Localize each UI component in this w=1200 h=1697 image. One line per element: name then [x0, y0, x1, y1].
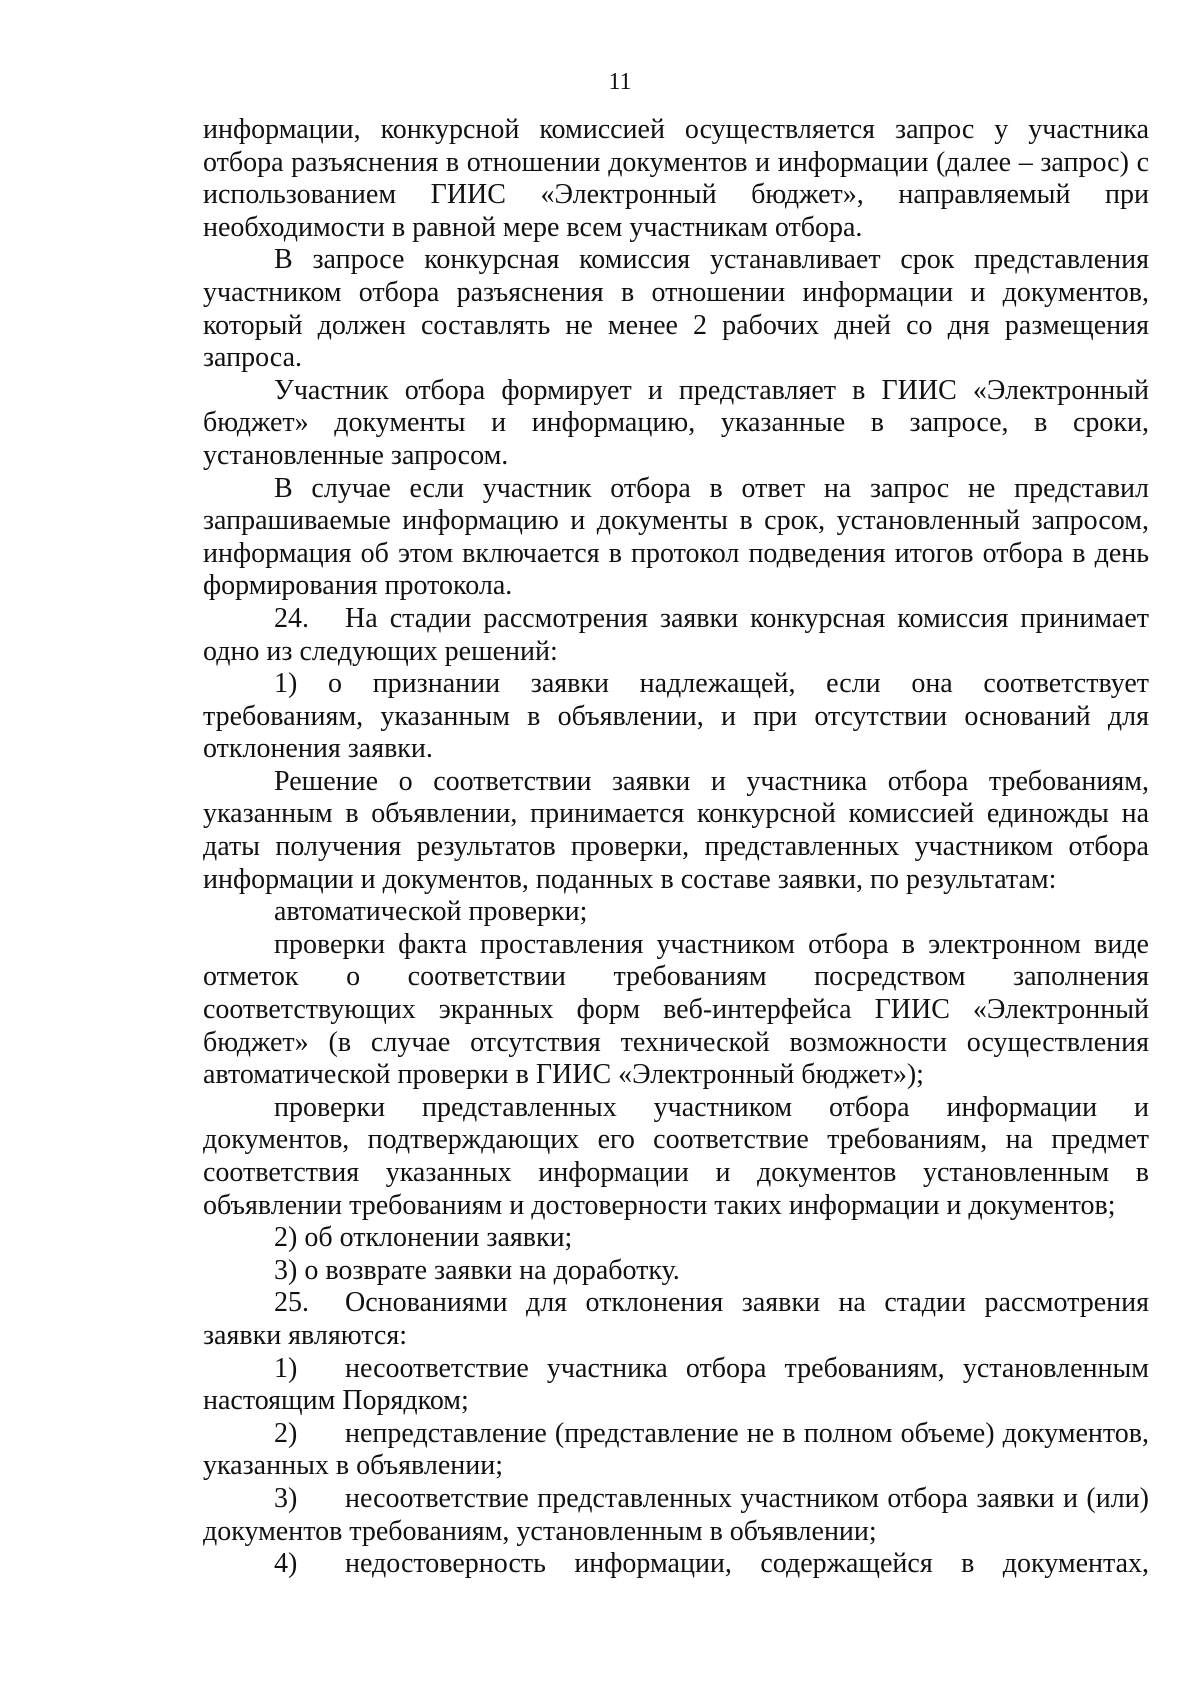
clause-text: Основаниями для отклонения заявки на стадии рассмотрения заявки являются: [203, 1287, 1149, 1351]
clause-24 [203, 603, 1149, 668]
paragraph: автоматической проверки; [274, 896, 588, 928]
paragraph: В запросе конкурсная комиссия устанавливает срок представления участником отбора разъяснения в отношении информации и документов, который должен составлять не менее 2 рабочих дней со дня размещения запроса. [203, 244, 1149, 374]
list-item-text: несоответствие участника отбора требованиям, установленным настоящим Порядком; [203, 1352, 1149, 1417]
clause-number: 24. [274, 602, 309, 634]
paragraph: В случае если участник отбора в ответ на запрос не представил запрашиваемые информацию и документы в срок, установленный запросом, информация об этом включается в протокол подведения итогов отбора в день формирования протокола. [203, 472, 1149, 602]
list-item-text: непредставление (представление не в полном объеме) документов, указанных в объявлении; [203, 1417, 1149, 1482]
paragraph: 2) об отклонении заявки; [274, 1222, 573, 1254]
list-item-number: 1) [274, 1352, 298, 1384]
paragraph: 3) о возврате заявки на доработку. [274, 1254, 680, 1286]
list-item-number: 3) [274, 1482, 298, 1514]
list-item-number: 2) [274, 1417, 298, 1449]
paragraph: проверки факта проставления участником отбора в электронном виде отметок о соответствии требованиям посредством заполнения соответствующих экранных форм веб-интерфейса ГИИС «Электронный бюджет» (в случае отсутствия технической возможности осуществления автоматической проверки в ГИИС «Электронный бюджет»); [203, 928, 1149, 1091]
clause-25 [203, 1287, 1149, 1352]
paragraph: информации, конкурсной комиссией осуществляется запрос у участника отбора разъяснения в отношении документов и информации (далее – запрос) с использованием ГИИС «Электронный бюджет», направляемый при необходимости в равной мере всем участникам отбора. [203, 114, 1149, 243]
clause-text: На стадии рассмотрения заявки конкурсная комиссия принимает одно из следующих решений: [203, 602, 1149, 667]
paragraph: проверки представленных участником отбора информации и документов, подтверждающих его соответствие требованиям, на предмет соответствия указанных информации и документов установленным в объявлении требованиям и достоверности таких информации и документов; [203, 1091, 1149, 1221]
clause-number: 25. [274, 1287, 309, 1319]
page-number: 11 [608, 69, 632, 95]
list-item [203, 1483, 1149, 1548]
list-item [203, 1418, 1149, 1483]
document-body [203, 114, 1149, 1581]
paragraph: Участник отбора формирует и представляет в ГИИС «Электронный бюджет» документы и информацию, указанные в запросе, в сроки, установленные запросом. [203, 374, 1149, 471]
list-item [203, 1548, 1149, 1581]
list-item-text: недостоверность информации, содержащейся в документах, [345, 1548, 1149, 1580]
paragraph: 1) о признании заявки надлежащей, если она соответствует требованиям, указанным в объявлении, и при отсутствии оснований для отклонения заявки. [203, 668, 1149, 765]
list-item-text: несоответствие представленных участником отбора заявки и (или) документов требованиям, установленным в объявлении; [203, 1482, 1149, 1547]
list-item [203, 1353, 1149, 1418]
paragraph: Решение о соответствии заявки и участника отбора требованиям, указанным в объявлении, принимается конкурсной комиссией единожды на даты получения результатов проверки, представленных участником отбора информации и документов, поданных в составе заявки, по результатам: [203, 765, 1149, 895]
list-item-number: 4) [274, 1548, 298, 1580]
